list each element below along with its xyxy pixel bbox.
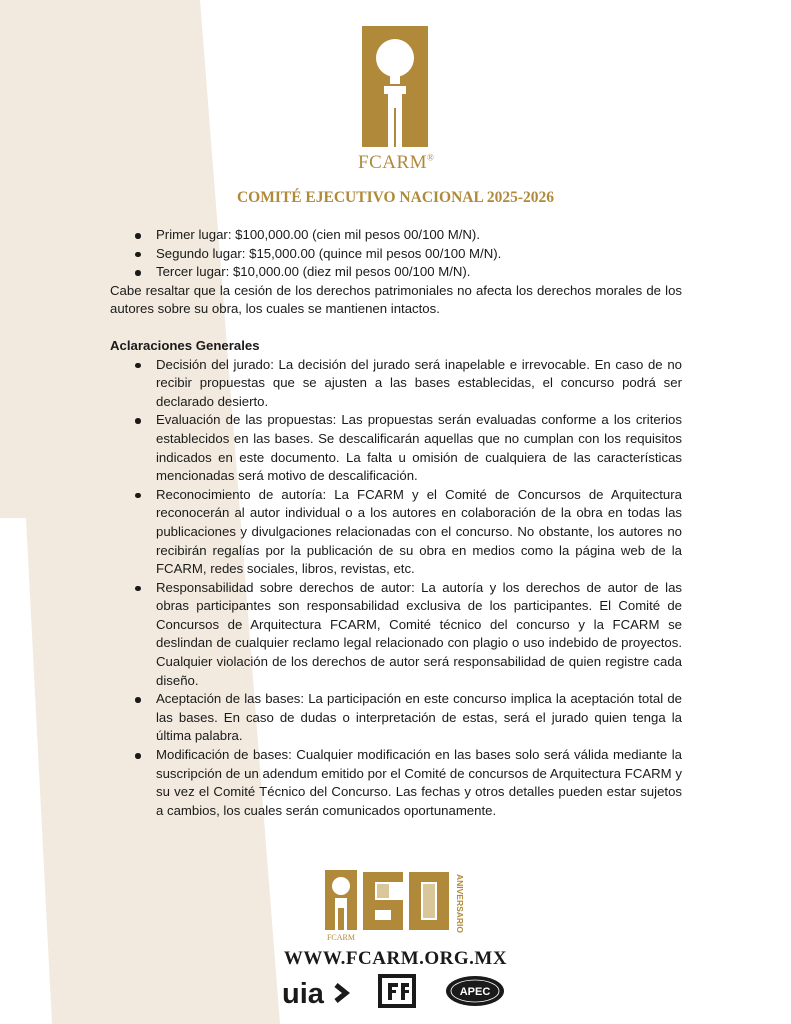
list-item: Modificación de bases: Cualquier modificación en las bases solo será válida mediante la suscripción de un adendum emitido por el Comité de concursos de Arquitectura FCARM y su vez el Comité Técnico del Concurso. Las fechas y otros detalles pueden estar sujetos a cambios, los cuales serán comunicados oportunamente. <box>110 746 682 820</box>
uia-logo-text: uia <box>282 978 324 1008</box>
website-link[interactable]: WWW.FCARM.ORG.MX <box>283 948 508 969</box>
list-item: Decisión del jurado: La decisión del jurado será inapelable e irrevocable. En caso de no recibir propuestas que se ajusten a las bases establecidas, el concurso podrá ser declarado desierto. <box>110 356 682 412</box>
anniversary-60-logo-icon <box>325 870 470 942</box>
list-item: Aceptación de las bases: La participación en este concurso implica la aceptación total de las bases. En caso de dudas o interpretación de estas, será el jurado quien tenga la última palabra. <box>110 690 682 746</box>
uia-logo-icon <box>282 976 354 1008</box>
anniversary-small-label: FCARM <box>326 933 356 942</box>
clarifications-list <box>110 356 682 821</box>
fcarm-logo-icon <box>358 26 435 176</box>
fa-logo-icon <box>378 974 416 1008</box>
list-item: Tercer lugar: $10,000.00 (diez mil pesos 00/100 M/N). <box>110 263 682 282</box>
section-title: Aclaraciones Generales <box>110 337 260 353</box>
list-item: Evaluación de las propuestas: Las propuestas serán evaluadas conforme a los criterios establecidos en las bases. Se descalificarán aquellas que no cumplan con los requisitos indicados en este documento. La falta u omisión de cualquiera de las características mencionadas será motivo de descalificación. <box>110 411 682 485</box>
apec-logo-icon <box>444 974 506 1008</box>
fcarm-logo-label: FCARM® <box>358 152 435 173</box>
rights-note: Cabe resaltar que la cesión de los derechos patrimoniales no afecta los derechos morales de los autores sobre su obra, los cuales se mantienen intactos. <box>110 282 682 317</box>
anniversary-side-text: ANIVERSARIO <box>455 874 465 934</box>
document-body <box>110 226 682 820</box>
list-item: Primer lugar: $100,000.00 (cien mil pesos 00/100 M/N). <box>110 226 682 245</box>
list-item: Segundo lugar: $15,000.00 (quince mil pesos 00/100 M/N). <box>110 245 682 264</box>
apec-logo-text: APEC <box>459 986 491 998</box>
prize-list <box>110 226 682 282</box>
list-item: Reconocimiento de autoría: La FCARM y el Comité de Concursos de Arquitectura reconocerán al autor individual o a los autores en colaboración de la obra en todas las publicaciones y divulgaciones relacionadas con el concurso. No obstante, los autores no recibirán regalías por la publicación de su obra en medios como la página web de la FCARM, redes sociales, libros, revistas, etc. <box>110 486 682 579</box>
committee-heading: COMITÉ EJECUTIVO NACIONAL 2025-2026 <box>236 189 555 206</box>
list-item: Responsabilidad sobre derechos de autor: La autoría y los derechos de autor de las obras participantes son responsabilidad exclusiva de los participantes. El Comité de Concursos de Arquitectura FCARM, Comité técnico del concurso y la FCARM se deslindan de cualquier reclamo legal relacionado con plagio o uso indebido de proyectos. Cualquier violación de los derechos de autor será responsabilidad de quien registre cada diseño. <box>110 579 682 691</box>
